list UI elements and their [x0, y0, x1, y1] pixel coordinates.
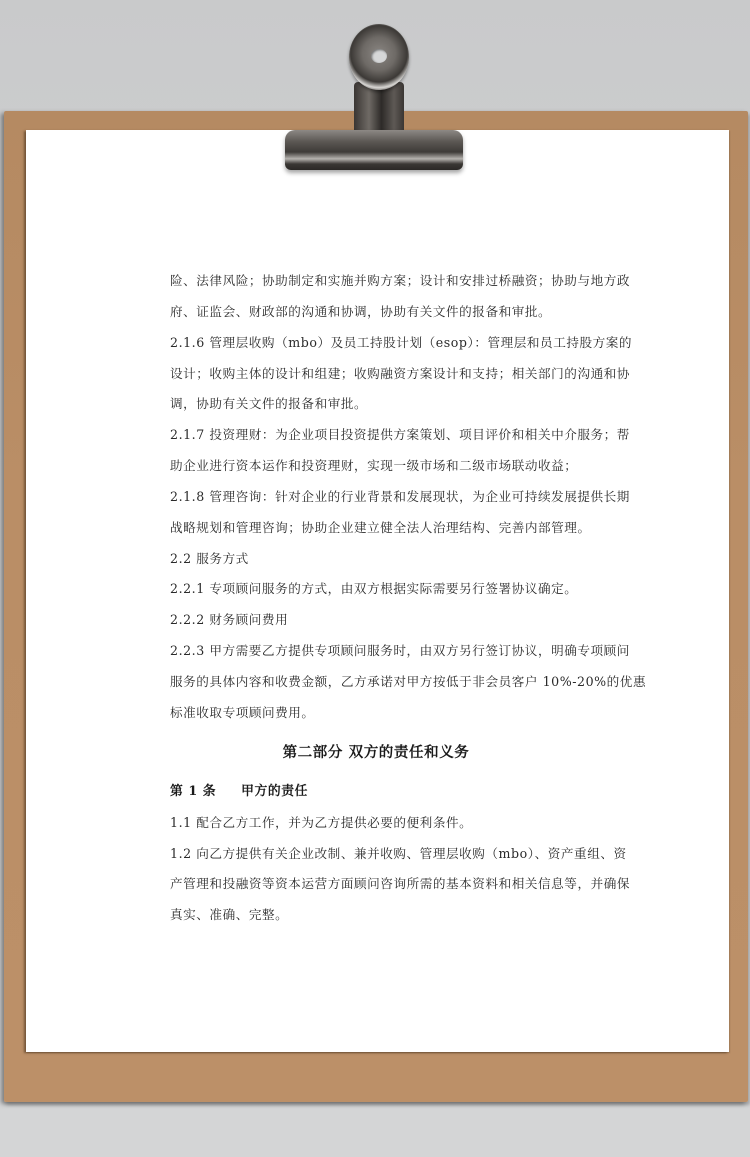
clause-2-1-6: 2.1.6 管理层收购（mbo）及员工持股计划（esop）：管理层和员工持股方案的	[170, 334, 633, 350]
paragraph-line: 调，协助有关文件的报备和审批。	[170, 396, 368, 412]
paragraph-line: 助企业进行资本运作和投资理财，实现一级市场和二级市场联动收益；	[170, 458, 578, 474]
clause-2-1-7: 2.1.7 投资理财：为企业项目投资提供方案策划、项目评价和相关中介服务；帮	[170, 427, 630, 443]
clause-2-2-3: 2.2.3 甲方需要乙方提供专项顾问服务时，由双方另行签订协议，明确专项顾问	[170, 643, 630, 659]
clause-2-2-1: 2.2.1 专项顾问服务的方式，由双方根据实际需要另行签署协议确定。	[170, 581, 578, 597]
binder-clip-icon	[285, 24, 463, 170]
section-2-2: 2.2 服务方式	[170, 550, 249, 566]
paragraph-line: 府、证监会、财政部的沟通和协调，协助有关文件的报备和审批。	[170, 303, 552, 319]
clip-hole	[371, 49, 387, 63]
paragraph-line: 产管理和投融资等资本运营方面顾问咨询所需的基本资料和相关信息等，并确保	[170, 876, 631, 892]
paragraph-line: 服务的具体内容和收费金额，乙方承诺对甲方按低于非会员客户 10%-20%的优惠	[170, 673, 647, 689]
clause-1-2: 1.2 向乙方提供有关企业改制、兼并收购、管理层收购（mbo）、资产重组、资	[170, 845, 627, 861]
paragraph-line: 战略规划和管理咨询；协助企业建立健全法人治理结构、完善内部管理。	[170, 519, 591, 535]
article-1-title: 第 1 条 甲方的责任	[170, 783, 308, 799]
part-heading: 第二部分 双方的责任和义务	[282, 743, 470, 761]
clause-2-1-8: 2.1.8 管理咨询：针对企业的行业背景和发展现状，为企业可持续发展提供长期	[170, 488, 630, 504]
paragraph-line: 真实、准确、完整。	[170, 907, 289, 923]
clip-bar	[285, 130, 463, 170]
clause-1-1: 1.1 配合乙方工作，并为乙方提供必要的便利条件。	[170, 814, 473, 830]
document-body	[170, 268, 647, 933]
clause-2-2-2: 2.2.2 财务顾问费用	[170, 612, 289, 628]
paragraph-line: 设计；收购主体的设计和组建；收购融资方案设计和支持；相关部门的沟通和协	[170, 365, 631, 381]
paragraph-line: 险、法律风险；协助制定和实施并购方案；设计和安排过桥融资；协助与地方政	[170, 273, 631, 288]
paragraph-line: 标准收取专项顾问费用。	[170, 704, 315, 720]
